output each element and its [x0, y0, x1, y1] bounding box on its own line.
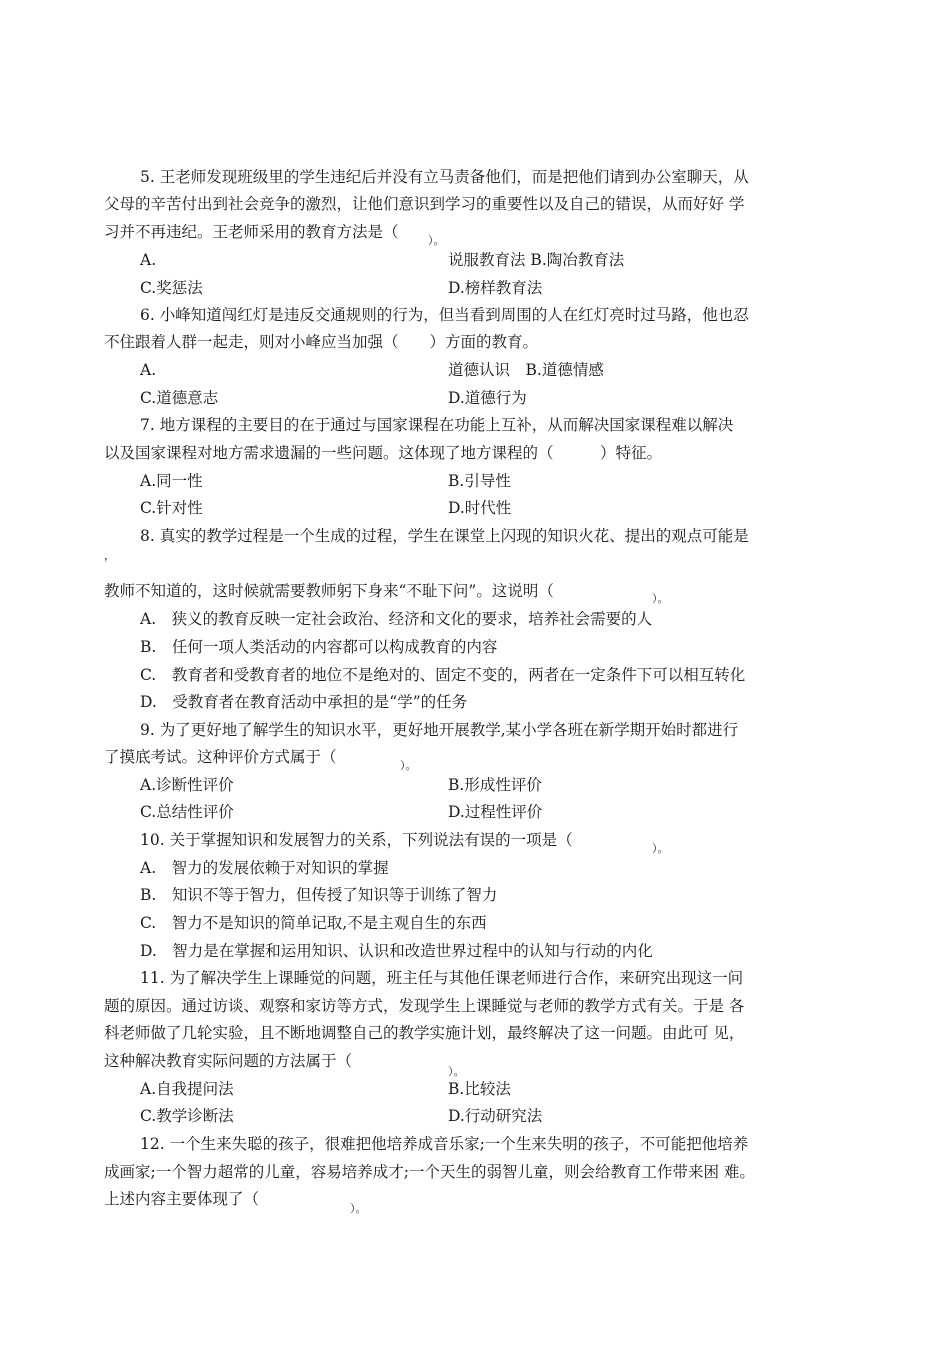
q9-option-a: A.诊断性评价	[140, 776, 234, 794]
q9-option-b: B.形成性评价	[448, 776, 542, 794]
q8-close-paren: ）。	[652, 592, 669, 605]
q7-stem-line2: 以及国家课程对地方需求遗漏的一些问题。这体现了地方课程的（ ）特征。	[104, 444, 663, 462]
q10-option-b: B. 知识不等于智力，但传授了知识等于训练了智力	[140, 886, 498, 904]
q11-stem-line1: 11. 为了解决学生上课睡觉的问题，班主任与其他任课老师进行合作，来研究出现这一问	[140, 969, 744, 987]
q11-option-a: A.自我提问法	[140, 1080, 234, 1098]
q5-option-ab-text: 说服教育法 B.陶冶教育法	[448, 251, 625, 269]
q7-option-c: C.针对性	[140, 499, 203, 517]
q11-close-paren: ）。	[448, 1065, 465, 1078]
q7-option-d: D.时代性	[448, 499, 512, 517]
q11-stem-line2: 题的原因。通过访谈、观察和家访等方式，发现学生上课睡觉与老师的教学方式有关。于是 各	[104, 997, 745, 1015]
q10-stem-line1: 10. 关于掌握知识和发展智力的关系，下列说法有误的一项是（	[140, 831, 573, 849]
q5-option-a: A.	[140, 251, 157, 269]
q5-close-paren: ）。	[428, 234, 445, 247]
q12-stem-line1: 12. 一个生来失聪的孩子，很难把他培养成音乐家;一个生来失明的孩子，不可能把他培养	[140, 1135, 749, 1153]
q6-option-ab-text: 道德认识 B.道德情感	[448, 361, 604, 379]
q5-option-d: D.榜样教育法	[448, 279, 543, 297]
q9-close-paren: ）。	[400, 759, 417, 772]
q6-stem-line2: 不住跟着人群一起走，则对小峰应当加强（ ）方面的教育。	[104, 333, 539, 351]
q12-stem-line2: 成画家;一个智力超常的儿童，容易培养成才;一个天生的弱智儿童，则会给教育工作带来困 难。	[104, 1163, 755, 1181]
q6-option-a: A.	[140, 361, 157, 379]
q10-close-paren: ）。	[652, 842, 669, 855]
q12-close-paren: ）。	[350, 1202, 367, 1215]
q9-option-c: C.总结性评价	[140, 803, 234, 821]
q9-stem-line1: 9. 为了更好地了解学生的知识水平，更好地开展教学,某小学各班在新学期开始时都进行	[140, 721, 739, 739]
q7-option-b: B.引导性	[448, 472, 511, 490]
q11-stem-line3: 科老师做了几轮实验，且不断地调整自己的教学实施计划，最终解决了这一问题。由此可 见，	[104, 1024, 745, 1042]
q8-stem-line1: 8. 真实的教学过程是一个生成的过程，学生在课堂上闪现的知识火花、提出的观点可能是	[140, 527, 749, 545]
q6-option-d: D.道德行为	[448, 389, 527, 407]
q8-option-b: B. 任何一项人类活动的内容都可以构成教育的内容	[140, 638, 498, 656]
q6-option-c: C.道德意志	[140, 389, 219, 407]
q9-option-d: D.过程性评价	[448, 803, 543, 821]
q11-option-d: D.行动研究法	[448, 1107, 543, 1125]
q8-stem-line2: 教师不知道的，这时候就需要教师躬下身来“不耻下问”。这说明（	[104, 582, 554, 600]
q9-stem-line2: 了摸底考试。这种评价方式属于（	[104, 748, 337, 766]
q5-stem-line2: 父母的辛苦付出到社会竞争的激烈，让他们意识到学习的重要性以及自己的错误，从而好好 学	[104, 195, 745, 213]
q8-stray-comma: ，	[104, 549, 115, 562]
q8-option-c: C. 教育者和受教育者的地位不是绝对的、固定不变的，两者在一定条件下可以相互转化	[140, 666, 746, 684]
q8-option-d: D. 受教育者在教育活动中承担的是“学”的任务	[140, 693, 468, 711]
q6-stem-line1: 6. 小峰知道闯红灯是违反交通规则的行为，但当看到周围的人在红灯亮时过马路，他也忍	[140, 306, 749, 324]
q10-option-d: D. 智力是在掌握和运用知识、认识和改造世界过程中的认知与行动的内化	[140, 942, 653, 960]
q5-stem-line1: 5. 王老师发现班级里的学生违纪后并没有立马责备他们，而是把他们请到办公室聊天，从	[140, 168, 749, 186]
q7-stem-line1: 7. 地方课程的主要目的在于通过与国家课程在功能上互补，从而解决国家课程难以解决	[140, 416, 734, 434]
q11-option-b: B.比较法	[448, 1080, 511, 1098]
q7-option-a: A.同一性	[140, 472, 203, 490]
q5-option-c: C.奖惩法	[140, 279, 203, 297]
q5-stem-line3: 习并不再违纪。王老师采用的教育方法是（	[104, 223, 399, 241]
q10-option-c: C. 智力不是知识的简单记取,不是主观自生的东西	[140, 914, 487, 932]
q10-option-a: A. 智力的发展依赖于对知识的掌握	[140, 859, 389, 877]
q11-stem-line4: 这种解决教育实际问题的方法属于（	[104, 1052, 353, 1070]
q8-option-a: A. 狭义的教育反映一定社会政治、经济和文化的要求，培养社会需要的人	[140, 610, 653, 628]
q12-stem-line3: 上述内容主要体现了（	[104, 1190, 260, 1208]
q11-option-c: C.教学诊断法	[140, 1107, 234, 1125]
